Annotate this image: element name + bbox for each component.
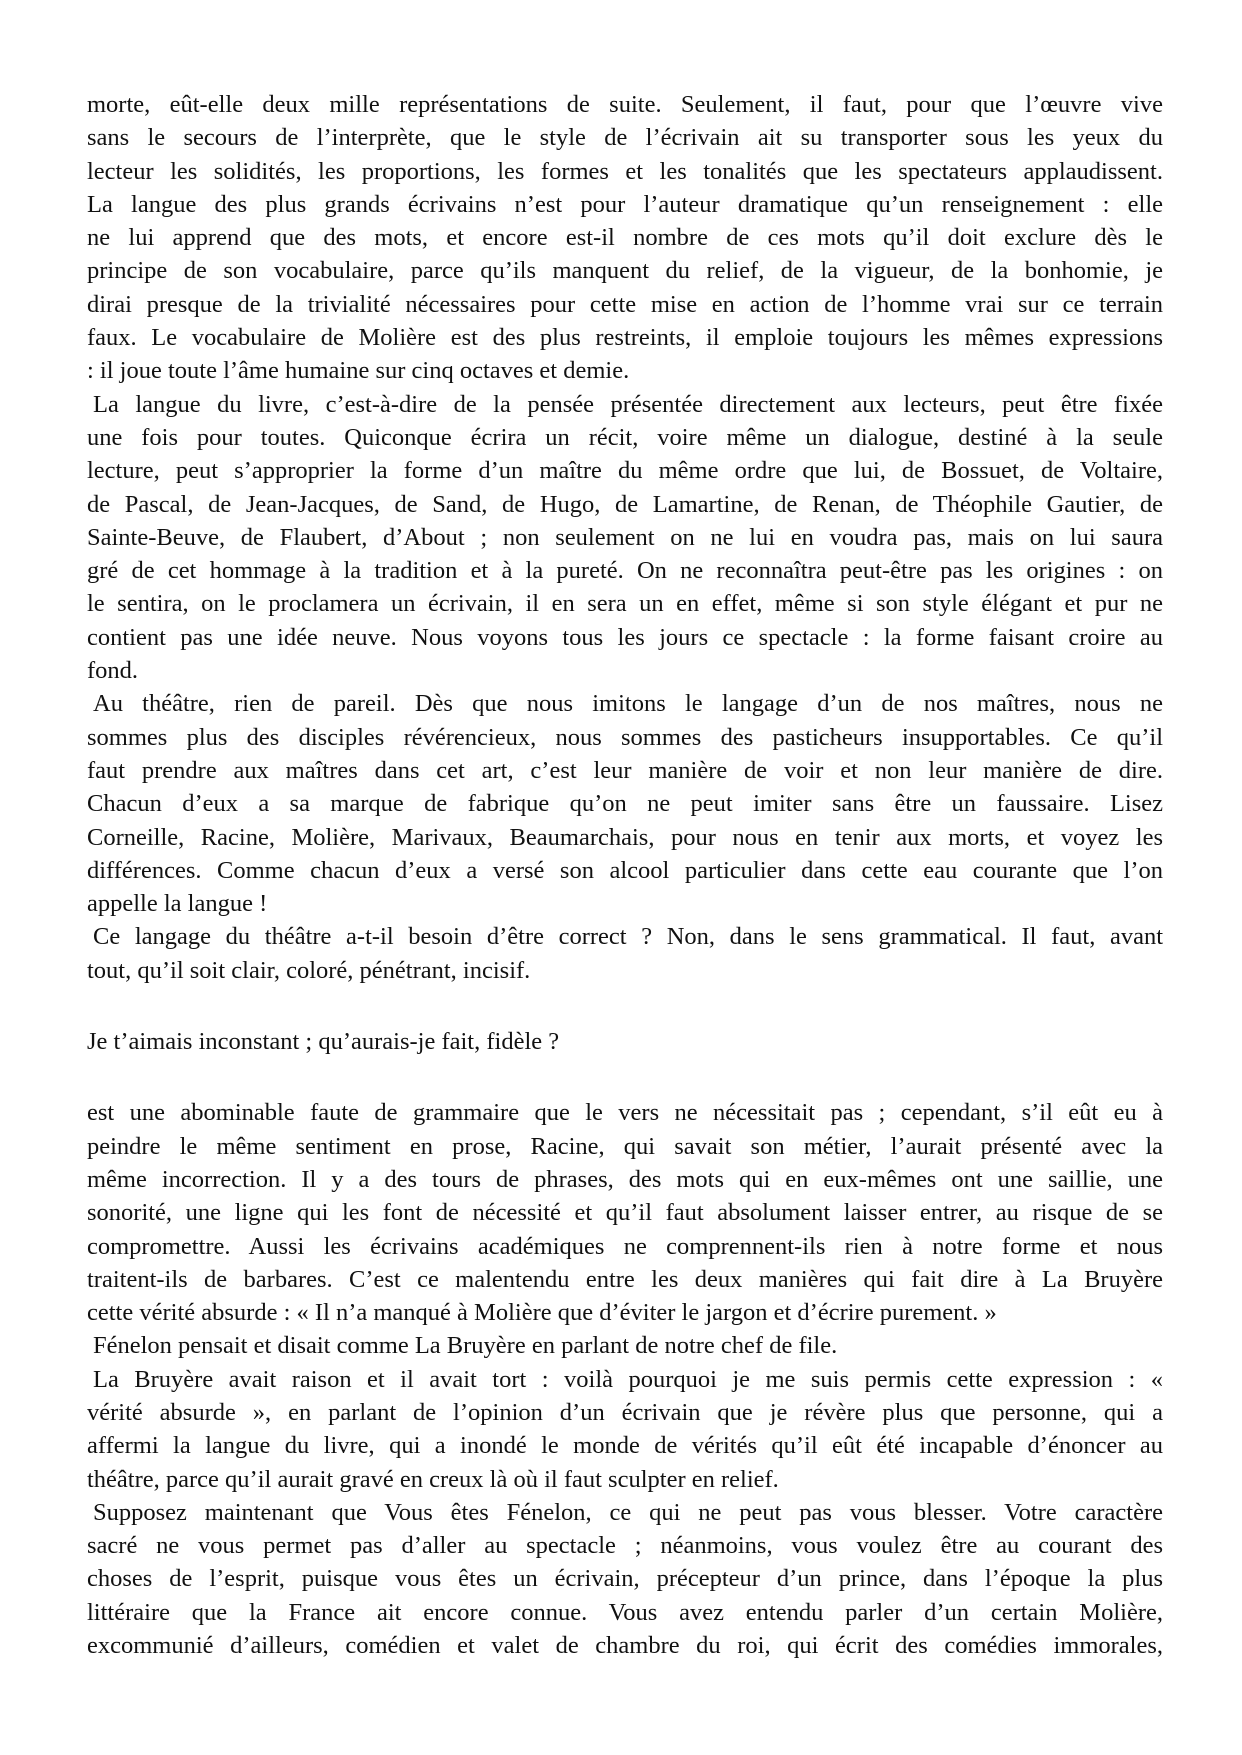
- verse-quote: [87, 1025, 1163, 1058]
- text-line: sonorité, une ligne qui les font de nécessité et qu’il faut absolument laisser entrer, au risque de se: [87, 1199, 1163, 1227]
- paragraph: [87, 1096, 1163, 1329]
- text-line: La langue du livre, c’est-à-dire de la pensée présentée directement aux lecteurs, peut être fixée: [93, 390, 1163, 418]
- text-line: lecture, peut s’approprier la forme d’un maître du même ordre que lui, de Bossuet, de Voltaire,: [87, 457, 1163, 485]
- blank-line: [87, 1058, 1163, 1096]
- paragraph: [87, 920, 1163, 987]
- text-line: Chacun d’eux a sa marque de fabrique qu’on ne peut imiter sans être un faussaire. Lisez: [87, 790, 1163, 818]
- text-line: même incorrection. Il y a des tours de phrases, des mots qui en eux-mêmes ont une saillie, une: [87, 1165, 1163, 1193]
- text-line: contient pas une idée neuve. Nous voyons tous les jours ce spectacle : la forme faisant croire au: [87, 623, 1163, 651]
- text-line: appelle la langue !: [87, 890, 268, 918]
- text-line: Sainte-Beuve, de Flaubert, d’About ; non seulement on ne lui en voudra pas, mais on lui saura: [87, 523, 1163, 551]
- text-line: compromettre. Aussi les écrivains académiques ne comprennent-ils rien à notre forme et nous: [87, 1232, 1163, 1260]
- text-line: fond.: [87, 657, 139, 685]
- text-line: dirai presque de la trivialité nécessaires pour cette mise en action de l’homme vrai sur ce terrain: [87, 290, 1163, 318]
- text-line: La langue des plus grands écrivains n’est pour l’auteur dramatique qu’un renseignement : elle: [87, 190, 1163, 218]
- text-line: affermi la langue du livre, qui a inondé le monde de vérités qu’il eût été incapable d’énoncer au: [87, 1432, 1163, 1460]
- paragraph: [87, 1363, 1163, 1496]
- paragraph: [87, 388, 1163, 688]
- text-line: La Bruyère avait raison et il avait tort : voilà pourquoi je me suis permis cette expression : «: [93, 1365, 1163, 1393]
- text-line: gré de cet hommage à la tradition et à la pureté. On ne reconnaîtra peut-être pas les origines : on: [87, 557, 1163, 585]
- text-line: morte, eût-elle deux mille représentations de suite. Seulement, il faut, pour que l’œuvre vive: [87, 91, 1163, 118]
- text-line: sacré ne vous permet pas d’aller au spectacle ; néanmoins, vous voulez être au courant des: [87, 1532, 1163, 1560]
- paragraph: [87, 687, 1163, 920]
- paragraph: [87, 1496, 1163, 1662]
- text-line: lecteur les solidités, les proportions, les formes et les tonalités que les spectateurs applaudissent.: [87, 157, 1163, 185]
- text-line: Je t’aimais inconstant ; qu’aurais-je fait, fidèle ?: [87, 1028, 560, 1056]
- text-line: Fénelon pensait et disait comme La Bruyère en parlant de notre chef de file.: [93, 1332, 838, 1360]
- text-line: vérité absurde », en parlant de l’opinion d’un écrivain que je révère plus que personne, qui a: [87, 1398, 1163, 1426]
- text-line: cette vérité absurde : « Il n’a manqué à Molière que d’éviter le jargon et d’écrire purement. »: [87, 1299, 997, 1327]
- text-line: choses de l’esprit, puisque vous êtes un écrivain, précepteur d’un prince, dans l’époque la plus: [87, 1565, 1163, 1593]
- text-line: le sentira, on le proclamera un écrivain, il en sera un en effet, même si son style élégant et pur ne: [87, 590, 1163, 618]
- document-page: [87, 88, 1163, 1662]
- blank-line: [87, 987, 1163, 1025]
- text-line: traitent-ils de barbares. C’est ce malentendu entre les deux manières qui fait dire à La Bruyère: [87, 1265, 1163, 1293]
- text-line: différences. Comme chacun d’eux a versé son alcool particulier dans cette eau courante que l’on: [87, 856, 1163, 884]
- text-line: théâtre, parce qu’il aurait gravé en creux là où il faut sculpter en relief.: [87, 1465, 779, 1493]
- text-line: une fois pour toutes. Quiconque écrira un récit, voire même un dialogue, destiné à la seule: [87, 423, 1163, 451]
- text-line: Ce langage du théâtre a-t-il besoin d’être correct ? Non, dans le sens grammatical. Il faut, avant: [93, 923, 1163, 951]
- text-line: littéraire que la France ait encore connue. Vous avez entendu parler d’un certain Molière,: [87, 1598, 1163, 1626]
- text-line: Corneille, Racine, Molière, Marivaux, Beaumarchais, pour nous en tenir aux morts, et voyez les: [87, 823, 1163, 851]
- text-line: sans le secours de l’interprète, que le style de l’écrivain ait su transporter sous les yeux du: [87, 124, 1163, 152]
- text-line: ne lui apprend que des mots, et encore est-il nombre de ces mots qu’il doit exclure dès le: [87, 224, 1163, 252]
- text-line: faut prendre aux maîtres dans cet art, c’est leur manière de voir et non leur manière de dire.: [87, 756, 1163, 784]
- text-line: excommunié d’ailleurs, comédien et valet de chambre du roi, qui écrit des comédies immorales,: [87, 1632, 1163, 1660]
- text-line: principe de son vocabulaire, parce qu’ils manquent du relief, de la vigueur, de la bonhomie, je: [87, 257, 1163, 285]
- text-line: est une abominable faute de grammaire que le vers ne nécessitait pas ; cependant, s’il eût eu à: [87, 1099, 1163, 1127]
- paragraph: [87, 1329, 1163, 1362]
- text-line: peindre le même sentiment en prose, Racine, qui savait son métier, l’aurait présenté avec la: [87, 1132, 1163, 1160]
- text-line: Supposez maintenant que Vous êtes Fénelon, ce qui ne peut pas vous blesser. Votre caractère: [93, 1498, 1163, 1526]
- text-line: Au théâtre, rien de pareil. Dès que nous imitons le langage d’un de nos maîtres, nous ne: [93, 690, 1163, 718]
- paragraph: [87, 88, 1163, 388]
- text-line: : il joue toute l’âme humaine sur cinq octaves et demie.: [87, 357, 630, 385]
- text-line: tout, qu’il soit clair, coloré, pénétrant, incisif.: [87, 956, 531, 984]
- text-line: faux. Le vocabulaire de Molière est des plus restreints, il emploie toujours les mêmes expressions: [87, 324, 1163, 352]
- text-line: sommes plus des disciples révérencieux, nous sommes des pasticheurs insupportables. Ce qu’il: [87, 723, 1163, 751]
- text-line: de Pascal, de Jean-Jacques, de Sand, de Hugo, de Lamartine, de Renan, de Théophile Gautier, de: [87, 490, 1163, 518]
